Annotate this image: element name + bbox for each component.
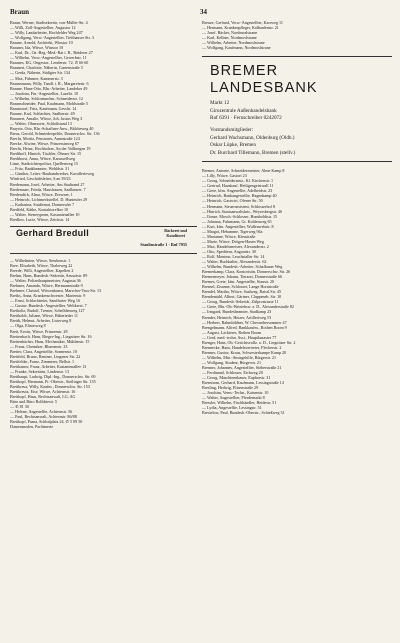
directory-entry: Braune, Arnold, Architekt, Winstor 10 bbox=[10, 40, 73, 46]
directory-entry: Brecke, Alwine, Witwe, Prinzessinweg 67 bbox=[10, 141, 79, 147]
directory-entry: Brehmer, Christel, Witwenkunst, Marscher-Tsus-Str. 13 bbox=[10, 288, 102, 294]
directory-entry: — Fritz, Bankbeamter, Wehldstr. 31 bbox=[10, 166, 70, 172]
directory-entry: — Olga, Elisterweg 8 bbox=[10, 323, 46, 329]
directory-entry: — Hinrich, Staatsanwaltskrtr., Weyersbergstr. 46 bbox=[202, 208, 283, 214]
directory-entry: Braunschneider, Paul, Kaufmann, Mohlstraße 5 bbox=[10, 100, 88, 106]
directory-entry: — Wolfgang, Verw.-Angestellter, Tiefthauser Str. 3 bbox=[10, 35, 94, 41]
directory-entry: Bremerkamp, Clara, Kontoristin, Donnerschw. Str. 26 bbox=[202, 269, 291, 275]
directory-entry: Bree, Elisabeth, Witwe, Thalerweg 22 bbox=[10, 262, 73, 268]
directory-entry: — Karl, Dr., Oa.-Reg.-Med.-Rat i. R., Bräderer 27 bbox=[10, 50, 93, 56]
directory-entry: — Heinrich, Gastwirt, Ofener Str. 50 bbox=[202, 198, 263, 204]
directory-entry: — Walter, Angestellter, Pferdemarkt 8 bbox=[202, 395, 265, 401]
directory-entry: Breiter, Clara, Angestellte, Sonnenstr. 10 bbox=[10, 348, 77, 354]
directory-entry: — Ferdinand, Schlosser, Eichweg 20 bbox=[202, 370, 263, 376]
bank-address: Markt 12 bbox=[210, 100, 230, 107]
directory-entry: Breidt, Helmut, Arbeiter, Listerweg 8 bbox=[10, 318, 72, 324]
directory-entry: — Wolfgang, Student, Bürgerstr. 21 bbox=[202, 359, 261, 365]
directory-entry: Brayrin, Otto, Bln.-Schaffner-Anw., Bälcheweg 40 bbox=[10, 125, 94, 131]
board-member: Gerhard Wachsmann, Oldenburg (Oldb.) bbox=[210, 134, 295, 141]
directory-entry: Breitenbach, Hans, Bieger-Ing., Liegnitzer Str. 16 bbox=[10, 333, 92, 339]
directory-entry: — Johanna, Fuhrmann, Gr. Kuhlenweg 65 bbox=[202, 218, 272, 224]
directory-entry: Bredthoff, Hinrich, Tischler, Öhnser Str. 15 bbox=[10, 151, 82, 157]
directory-entry: Bremer, Antonie, Schneidermeister, Alme Kamp 8 bbox=[202, 168, 285, 174]
directory-entry: Brehm, Hans, Bundesb.-Sekretär, Aeusrästr. 89 bbox=[10, 273, 88, 279]
directory-entry: — Margot, Hebamme, Tigerweg 94a bbox=[202, 228, 263, 234]
directory-entry: Damenmoden, Parfümerie bbox=[10, 424, 54, 430]
directory-entry: Brendemühl, Albert, Gärtner, Clappeneb. Str. 10 bbox=[202, 294, 282, 300]
directory-entry: — Karl, Kellner, Nordmoslstrane bbox=[202, 35, 257, 41]
directory-entry: Breitholdt, Juliane, Witwe, Bäberteder 11 bbox=[10, 313, 78, 319]
bank-title-line2: LANDESBANK bbox=[210, 80, 318, 97]
running-head: Braun bbox=[10, 8, 30, 16]
directory-entry: Braunes, KG, Ongestar., Lenderstr. 72, ✆ 66 60 bbox=[10, 60, 89, 66]
directory-entry: — Max, Fährmer, Kammerstr. 3 bbox=[10, 75, 63, 81]
left-entries-before-ad bbox=[10, 20, 197, 222]
directory-entry: Braunsmann, Willy, Tandl. i. R., Margaretestr. 6 bbox=[10, 80, 89, 86]
directory-entry: — Lydia, Angestellte, Lessingstr. 51 bbox=[202, 405, 262, 411]
directory-entry: Breiks, Anna, Krankenschwester, Marienstr. 9 bbox=[10, 293, 86, 299]
directory-entry: — Hermann, Krankenpfleger, Kalbanlenstr. 21 bbox=[202, 25, 279, 31]
directory-entry: — Joachim, Fin.-Angestellter, Lazeltr. 10 bbox=[10, 90, 79, 96]
directory-entry: — Herbert, Rahmbildner, W. Chestrobersommer 47 bbox=[202, 319, 287, 325]
bank-subtitle: Girozentrale Außenhandelsbank bbox=[210, 107, 277, 114]
directory-entry: — Paul, Rechtsanwalt, Achternstr. 86/88 bbox=[10, 414, 77, 420]
directory-entry: — Georg, Schneidermstr., Kl. Kirchenstr. 1 bbox=[202, 178, 274, 184]
directory-entry: Bredendick, Alma, Witwe, Drewner, 1 bbox=[10, 191, 73, 197]
directory-entry: Brendel, Martha, Witwe, Saalweg, Ratsrl.Str. 45 bbox=[202, 289, 282, 295]
page-header bbox=[10, 8, 390, 18]
directory-entry: Breitkreuz, Willy, Kaufm., Donnerschw. Str. 153 bbox=[10, 384, 90, 390]
directory-entry: Winfried, Geschäftsleiter, S.an 39/23 bbox=[10, 176, 71, 182]
directory-entry: Breitkopf, Puma, Schlodplatz 24, ✆ 5 09 50 bbox=[10, 419, 83, 425]
directory-entry: — Walter, Buchhalter, Alexanderstr. 62 bbox=[202, 259, 267, 265]
directory-entry: Brenstrom, Gerhard, Kaufmann, Lessingstraße 14 bbox=[202, 380, 284, 386]
right-entries-before-ad bbox=[202, 20, 392, 50]
directory-entry: — August, Lackierer, Rothen Boom bbox=[202, 329, 262, 335]
directory-entry: Brenger, Hans, Ob.-Gerichtsvollz. a. D., Liegnitzer Str. 2 bbox=[202, 339, 296, 345]
directory-entry: — Katharina, Studienrat, Donnerufer 7 bbox=[10, 201, 75, 207]
directory-entry: — Walter, Stenerypenn, Kastanienallee 10 bbox=[10, 211, 80, 217]
directory-entry: — Heinrich, Lichtmerkstellel. D. Hunteufer 29 bbox=[10, 196, 88, 202]
directory-entry: Bredenauer, Frieda, Hausfrauen, Saalbaurer. 7 bbox=[10, 186, 86, 192]
ad-tag-line2: Konditorei bbox=[166, 232, 185, 238]
directory-entry: Brecht, Moritz, Pensioner, Annastraße 124 bbox=[10, 136, 80, 142]
directory-entry: — Gerd, med.-techn. Assi., Hauptkazaster 77 bbox=[202, 334, 277, 340]
directory-entry: Büro und Büro Rolldriestr. 5 bbox=[10, 399, 57, 405]
directory-entry: — Ernst, Schlachtreier, Sandfurter Weg 16 bbox=[10, 298, 81, 304]
board-member: Oskar Lüpke, Bremen bbox=[210, 142, 256, 149]
directory-entry: — Wilhelm, Schlonmacher, Schneiderstr. 12 bbox=[10, 95, 83, 101]
directory-entry: — Irmgard, Bundesbeamter, Stadkamp 23 bbox=[202, 309, 272, 315]
left-column bbox=[10, 20, 197, 637]
directory-entry: — Walter, Polizeihauptmeister, Augusta 36 bbox=[10, 278, 81, 284]
directory-entry: Braunstorf, Fritz, Kaufmann, Gessltr. 14 bbox=[10, 105, 77, 111]
directory-entry: Breithamer, Franz, Arbeiter, Kastanienallee 13 bbox=[10, 363, 87, 369]
bank-title-line1: BREMER bbox=[210, 63, 279, 80]
directory-entry: Breithaupt, Ludwig, Dipl.-Ing., Donnerschw. Str. 69 bbox=[10, 373, 96, 379]
directory-entry: — Wilhelm, Verw.-Angestellter, Gewerbstr. 11 bbox=[10, 55, 87, 61]
directory-entry: — Josef, Bäcker, Nordmoslstrane bbox=[202, 30, 258, 36]
directory-entry: — Marie, Witwe, Drögen-Hasen Weg bbox=[202, 238, 264, 244]
bremer-landesbank-advertisement bbox=[202, 56, 392, 162]
directory-entry: — Wilhelm, Bundesb.-Arbeiter, Schafbaner Weg bbox=[202, 264, 283, 270]
directory-entry: — Kurt, kfm. Angestellter, Wullenwebstr. 8 bbox=[202, 223, 274, 229]
directory-entry: Bremes, Grete, kfm. Angestellte, Staustr. 20 bbox=[202, 279, 275, 285]
directory-entry: — Rolf, Monteur, Leuchstaller Str. 14 bbox=[202, 253, 265, 259]
directory-entry: Brender, Heinrich, Heizer, Artilleriweg 53 bbox=[202, 314, 272, 320]
directory-entry: Linse, Stadtrichterpolitor, Quellenweg 15 bbox=[10, 161, 78, 167]
directory-entry: Braunert, Amalie, Witwe, Joh. Justus Weg 3 bbox=[10, 115, 83, 121]
directory-entry: — Willy, Landarbeiter, Hochfelder Weg 247 bbox=[10, 30, 83, 36]
directory-entry: Brecht, Heinz, Hochholzer, An der Voßbergen 19 bbox=[10, 146, 91, 152]
directory-entry: — Gerda, Näherin, Südigter Str. 134 bbox=[10, 70, 71, 76]
directory-entry: Bressler, Wilhelm, Fischhändler, Heidestr. 51 bbox=[202, 400, 277, 406]
directory-entry: Braune, Hans-Otto, Bln.-Arbeiter, Landeker 49 bbox=[10, 85, 88, 91]
directory-entry: — Franke, Sekretärin, Lindenstr. 13 bbox=[10, 368, 70, 374]
directory-entry: Bremermeyer, Johann, Tierarzt, Donnerstraße 66 bbox=[202, 274, 282, 280]
directory-entry: — Wilhelm, Arbeiter, Nordmoslstrane bbox=[202, 40, 265, 46]
ad-tag-line1: Bäckerei und bbox=[164, 227, 187, 233]
directory-entry: — Heinrich, Bankangestellte, Hagenkamp 40 bbox=[202, 193, 277, 199]
directory-entry: Braun, Werner, Stadtsekretär, von-Müller-Str. 4 bbox=[10, 20, 88, 25]
directory-entry: Bredthorst, Anna, Witwe, Karussellweg bbox=[10, 156, 76, 162]
directory-entry: Breede, Willi, Angestellter, Kapellen 2 bbox=[10, 267, 74, 273]
directory-entry: Brennecke, Hans, Handelsvertreter, Fleckerstr. 2 bbox=[202, 344, 282, 350]
directory-entry: — Wilhelmine, Witwe, Steubenstr. 1 bbox=[10, 257, 71, 263]
directory-entry: Breitfelder, Franz, Zimmerer, Bellstr. 1 bbox=[10, 358, 75, 364]
board-heading: Vorstandsmitglieder: bbox=[210, 127, 254, 134]
directory-entry: — Max, Handelsmeister, Alexanderstr. 2 bbox=[202, 243, 269, 249]
directory-entry: — Willi, Zoll-Angestellter, Augustor 12 bbox=[10, 25, 76, 31]
directory-entry: — Otto, Spediteur, Angoaistr. 30 bbox=[202, 248, 256, 254]
directory-entry: Brensel, Zisanne, Schlosser, Lange Hornstraße bbox=[202, 284, 279, 290]
ad-business-name: Gerhard Bredull bbox=[16, 227, 90, 238]
directory-entry: Breitkopf, Haus, Rechtsanwalt, LG, AG bbox=[10, 394, 76, 400]
directory-entry: Bredfeld, Käthe, Kontaktorelker 10 bbox=[10, 206, 69, 212]
directory-entry: Breiholtz, Rudolf, Trenter, Schelldenweg 127 bbox=[10, 308, 85, 314]
right-entries-after-ad bbox=[202, 168, 392, 415]
bank-phone: Ruf 6391 · Fernschreiber 0242072 bbox=[210, 114, 282, 121]
bredull-advertisement bbox=[10, 226, 197, 254]
directory-entry: — Walter, Ohnesorer, Schloßstand 13 bbox=[10, 120, 72, 126]
ad-business-type bbox=[164, 229, 187, 239]
page-number: 34 bbox=[200, 8, 207, 16]
directory-entry: Breitkopf, Hermann, Pr.-Oberstr., Steilinger Str. 135 bbox=[10, 379, 96, 384]
directory-entry: — Georg, Maschinenbauer, Euphorstr. 31 bbox=[202, 375, 271, 381]
ad-address: Staulinstraße 1 · Ruf 7935 bbox=[140, 241, 187, 247]
board-member: Dr. Burchard Tillemann, Bremen (stellv.) bbox=[210, 149, 296, 156]
directory-entry: — Grete, kfm. Angestellte, Adelheidstr. 23 bbox=[202, 188, 273, 194]
directory-entry: Bredlow, Lucie, Witwe, Zeichstr. 14 bbox=[10, 216, 70, 222]
directory-entry: Breas, Gerold, Schmiedeopelife, Donnerschw. Str. 136 bbox=[10, 131, 100, 137]
directory-entry: — Günther, Leiter.-Bauhandwerker, Kavallerieweg bbox=[10, 171, 95, 177]
directory-entry: Bresling, Hedwig, Elisenstraße 29 bbox=[202, 385, 259, 391]
directory-entry: — Franz, Chemiker, Blumenstr. 23 bbox=[10, 343, 68, 349]
directory-entry: — Georg, Bundesb.-Sekretär, Zülprostrasse 11 bbox=[202, 299, 279, 305]
directory-entry: — Joachim, Verm.-Techn., Kaisenstr. 10 bbox=[202, 390, 269, 396]
directory-entry: — Ilonze, Mosch.-Schlosser, Humboldtstr. 15 bbox=[202, 213, 278, 219]
directory-entry: Breit, Erwin, Witwe, Prinzenstr. 28 bbox=[10, 328, 68, 334]
directory-entry: — Grete, Bln.-Ob.-Betriebsw. a. D., Alexanderstraße 82 bbox=[202, 304, 294, 310]
directory-entry: Breitenbächer, Hans, Mechaniker, Mühlenstr. 15 bbox=[10, 338, 90, 344]
left-entries-after-ad bbox=[10, 258, 197, 430]
directory-entry: Bresielow, Paul, Bundesb.-Oberstr., Schießweg 31 bbox=[202, 410, 285, 416]
directory-entry: Bredemann, Josef, Arbeiter, Am Stadtrand 27 bbox=[10, 181, 85, 187]
directory-entry: — Gustav, Bundesb.-Angestellter, Weltkerst. 7 bbox=[10, 303, 87, 309]
directory-entry: Brauner, Ida, Witwe, Winstor 10 bbox=[10, 45, 64, 51]
directory-entry: — Lilly, Witwe, Gastort 23 bbox=[202, 173, 247, 179]
directory-entry: Brenner, Gustav, Kraus, Schwesterkampe Kamp 20 bbox=[202, 349, 287, 355]
directory-entry: Braunert, Charlotte, Näherin, Gartenstraße 5 bbox=[10, 65, 83, 71]
directory-entry: Brenner, Johannes, Angestellter, Stöberstraße 21 bbox=[202, 365, 282, 370]
directory-entry: Brengelmann, Alfred, Bankkaufm., Rothen Boom 9 bbox=[202, 324, 287, 330]
directory-entry: Braune, Karl, Schlachter, Saalberstr. 49 bbox=[10, 110, 75, 116]
directory-entry: — Wilhelm, Min.-Amtsgehilfe, Bürgerstr. 21 bbox=[202, 354, 277, 360]
directory-entry: — Marianne, Witwe, Kleustraße bbox=[202, 233, 256, 239]
directory-entry: Breitfeld, Bruno, Rentner, Lingener Str. 22 bbox=[10, 353, 81, 359]
directory-entry: — Gertrud, Hauskauf, Heiligengeistwall 11 bbox=[202, 183, 274, 189]
directory-entry: — Wolfgang, Kaufmann, Nordmoslstrane bbox=[202, 45, 271, 51]
directory-entry: Breitkreutz, Eise, Witwe, Achternstr. 16 bbox=[10, 389, 76, 395]
directory-entry: Breuze, Gerhard, Verw.-Angestellter, Karrweg 11 bbox=[202, 20, 283, 25]
directory-entry: — Helene, Angestellte, Achternstr. 56 bbox=[10, 409, 73, 415]
directory-entry: — ✆ 81 30 bbox=[10, 404, 29, 410]
right-column bbox=[202, 20, 392, 637]
directory-entry: Brehmer, Amanda, Witwe, Hermannstraße 9 bbox=[10, 283, 83, 289]
directory-entry: — Hermann, Steuerassistent, Schlosserhof 8 bbox=[202, 203, 275, 209]
